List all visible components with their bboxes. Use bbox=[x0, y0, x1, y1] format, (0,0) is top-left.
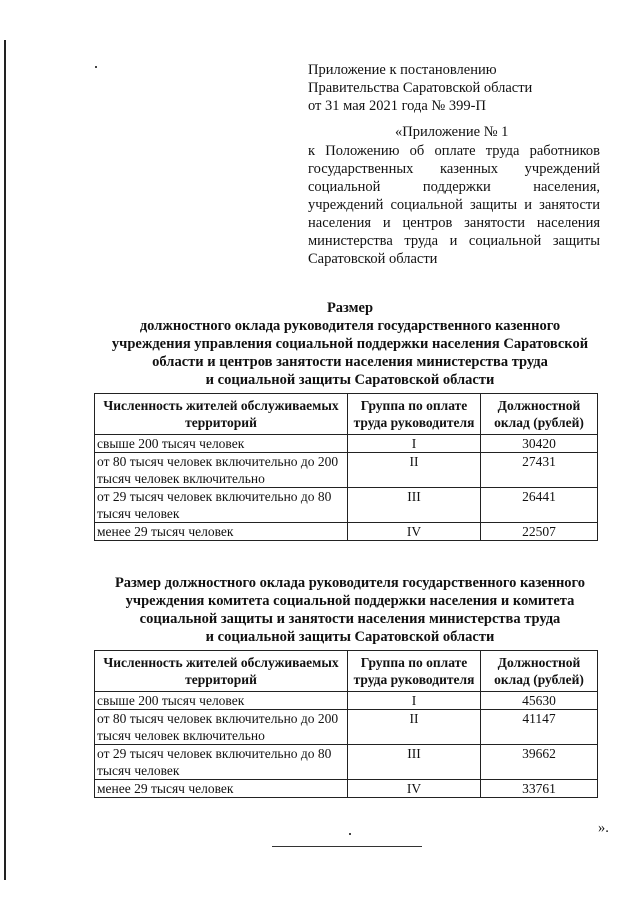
population-cell: менее 29 тысяч человек bbox=[95, 523, 348, 541]
table-row bbox=[95, 453, 598, 488]
footer-rule bbox=[272, 846, 422, 847]
appendix-description: к Положению об оплате труда работников государственных казенных учреждений социальной поддержки населения, учреждений социальной защиты и занятости населения и центров занятости населения министерства труда и социальной защиты Саратовской области bbox=[308, 143, 600, 267]
table-header-row bbox=[95, 651, 598, 692]
table-row bbox=[95, 523, 598, 541]
population-cell: от 29 тысяч человек включительно до 80 тысяч человек bbox=[95, 488, 348, 523]
group-cell: IV bbox=[348, 523, 481, 541]
group-cell: II bbox=[348, 710, 481, 745]
heading-line: и социальной защиты Саратовской области bbox=[205, 629, 495, 645]
salary-table-2 bbox=[94, 650, 598, 798]
scan-speck bbox=[95, 66, 97, 68]
table-header-row bbox=[95, 394, 598, 435]
scan-speck bbox=[349, 833, 351, 835]
population-cell: от 80 тысяч человек включительно до 200 тысяч человек включительно bbox=[95, 453, 348, 488]
heading-line: социальной защиты и занятости населения министерства труда bbox=[139, 611, 561, 627]
salary-cell: 22507 bbox=[481, 523, 598, 541]
salary-table-1 bbox=[94, 393, 598, 541]
table-row bbox=[95, 745, 598, 780]
salary-cell: 41147 bbox=[481, 710, 598, 745]
approval-line: Приложение к постановлению bbox=[308, 62, 497, 78]
header-population: Численность жителей обслуживаемых территорий bbox=[95, 394, 348, 435]
table-row bbox=[95, 710, 598, 745]
heading-line: Размер bbox=[326, 300, 374, 316]
header-salary: Должностной оклад (рублей) bbox=[481, 394, 598, 435]
group-cell: IV bbox=[348, 780, 481, 798]
group-cell: I bbox=[348, 692, 481, 710]
heading-line: учреждения комитета социальной поддержки населения и комитета bbox=[125, 593, 575, 609]
population-cell: менее 29 тысяч человек bbox=[95, 780, 348, 798]
heading-line: должностного оклада руководителя государственного казенного bbox=[139, 318, 561, 334]
salary-cell: 33761 bbox=[481, 780, 598, 798]
salary-cell: 27431 bbox=[481, 453, 598, 488]
salary-cell: 39662 bbox=[481, 745, 598, 780]
heading-line: учреждения управления социальной поддержки населения Саратовской bbox=[111, 336, 589, 352]
scan-edge-line bbox=[4, 40, 6, 880]
population-cell: от 80 тысяч человек включительно до 200 тысяч человек включительно bbox=[95, 710, 348, 745]
salary-cell: 30420 bbox=[481, 435, 598, 453]
group-cell: III bbox=[348, 488, 481, 523]
header-group: Группа по оплате труда руководителя bbox=[348, 651, 481, 692]
group-cell: II bbox=[348, 453, 481, 488]
group-cell: I bbox=[348, 435, 481, 453]
population-cell: свыше 200 тысяч человек bbox=[95, 692, 348, 710]
salary-cell: 45630 bbox=[481, 692, 598, 710]
approval-line: от 31 мая 2021 года № 399-П bbox=[308, 98, 486, 114]
section2-heading bbox=[60, 574, 640, 646]
header-salary: Должностной оклад (рублей) bbox=[481, 651, 598, 692]
heading-line: области и центров занятости населения министерства труда bbox=[152, 354, 548, 370]
header-group: Группа по оплате труда руководителя bbox=[348, 394, 481, 435]
table-row bbox=[95, 435, 598, 453]
header-population: Численность жителей обслуживаемых территорий bbox=[95, 651, 348, 692]
table-row bbox=[95, 780, 598, 798]
population-cell: свыше 200 тысяч человек bbox=[95, 435, 348, 453]
group-cell: III bbox=[348, 745, 481, 780]
population-cell: от 29 тысяч человек включительно до 80 тысяч человек bbox=[95, 745, 348, 780]
closing-quote: ». bbox=[598, 820, 609, 836]
heading-line: и социальной защиты Саратовской области bbox=[205, 372, 495, 388]
section1-heading bbox=[60, 299, 640, 389]
heading-line: Размер должностного оклада руководителя государственного казенного bbox=[114, 575, 586, 591]
table-row bbox=[95, 692, 598, 710]
approval-block bbox=[308, 61, 608, 115]
approval-line: Правительства Саратовской области bbox=[308, 80, 533, 96]
salary-cell: 26441 bbox=[481, 488, 598, 523]
table-row bbox=[95, 488, 598, 523]
appendix-title: «Приложение № 1 bbox=[395, 124, 509, 140]
